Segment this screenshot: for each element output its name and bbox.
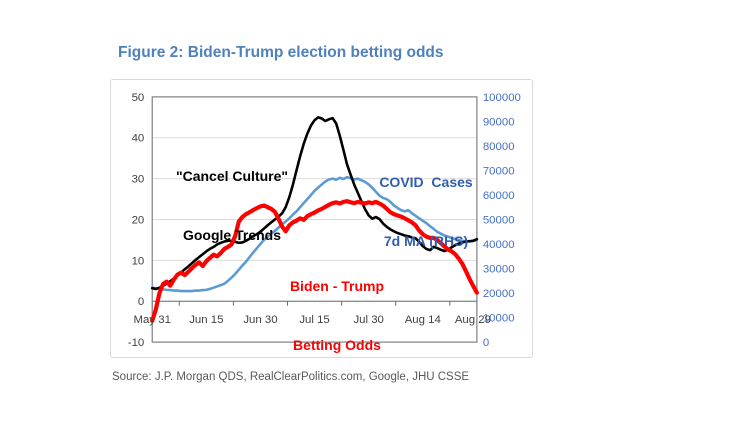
y-right-tick-label: 20000 [482,288,515,301]
y-right-tick-label: 30000 [482,263,515,276]
source-note: Source: J.P. Morgan QDS, RealClearPolitics.com, Google, JHU CSSE [112,371,470,383]
y-left-tick-label: 40 [131,132,145,145]
x-tick-label: Aug 29 [454,314,491,327]
y-left-tick-label: -10 [127,337,145,350]
y-left-tick-label: 20 [131,214,145,227]
y-right-tick-label: 40000 [482,238,515,251]
y-right-tick-label: 0 [482,337,490,350]
chart-container [110,79,533,358]
x-tick-label: May 31 [133,314,171,327]
x-tick-label: Jul 15 [299,314,330,327]
x-tick-label: Jul 30 [353,314,384,327]
y-right-tick-label: 70000 [482,165,515,178]
annotation-betting-odds-line2: Betting Odds [293,336,381,353]
x-tick-label: Jun 30 [243,314,278,327]
annotation-cancel-culture-line2: Google Trends [182,226,281,243]
annotation-covid-cases-line2: 7d MA (RHS) [383,232,469,249]
y-left-tick-label: 10 [131,255,145,268]
figure-title: Figure 2: Biden-Trump election betting odds [118,44,444,61]
x-tick-label: Jun 15 [189,314,224,327]
y-right-tick-label: 60000 [482,189,515,202]
y-right-tick-label: 10000 [482,312,515,325]
annotation-covid-cases-line1: COVID Cases [379,174,473,190]
x-tick-label: Aug 14 [404,314,441,327]
annotation-cancel-culture-line1: "Cancel Culture" [175,168,289,184]
annotation-betting-odds-line1: Biden - Trump [289,278,385,294]
y-left-tick-label: 50 [131,91,145,104]
y-right-tick-label: 80000 [482,140,515,153]
y-right-tick-label: 100000 [482,91,521,104]
y-left-tick-label: 30 [131,173,145,186]
y-right-tick-label: 90000 [482,116,515,129]
y-right-tick-label: 50000 [482,214,515,227]
y-left-tick-label: 0 [137,296,145,309]
